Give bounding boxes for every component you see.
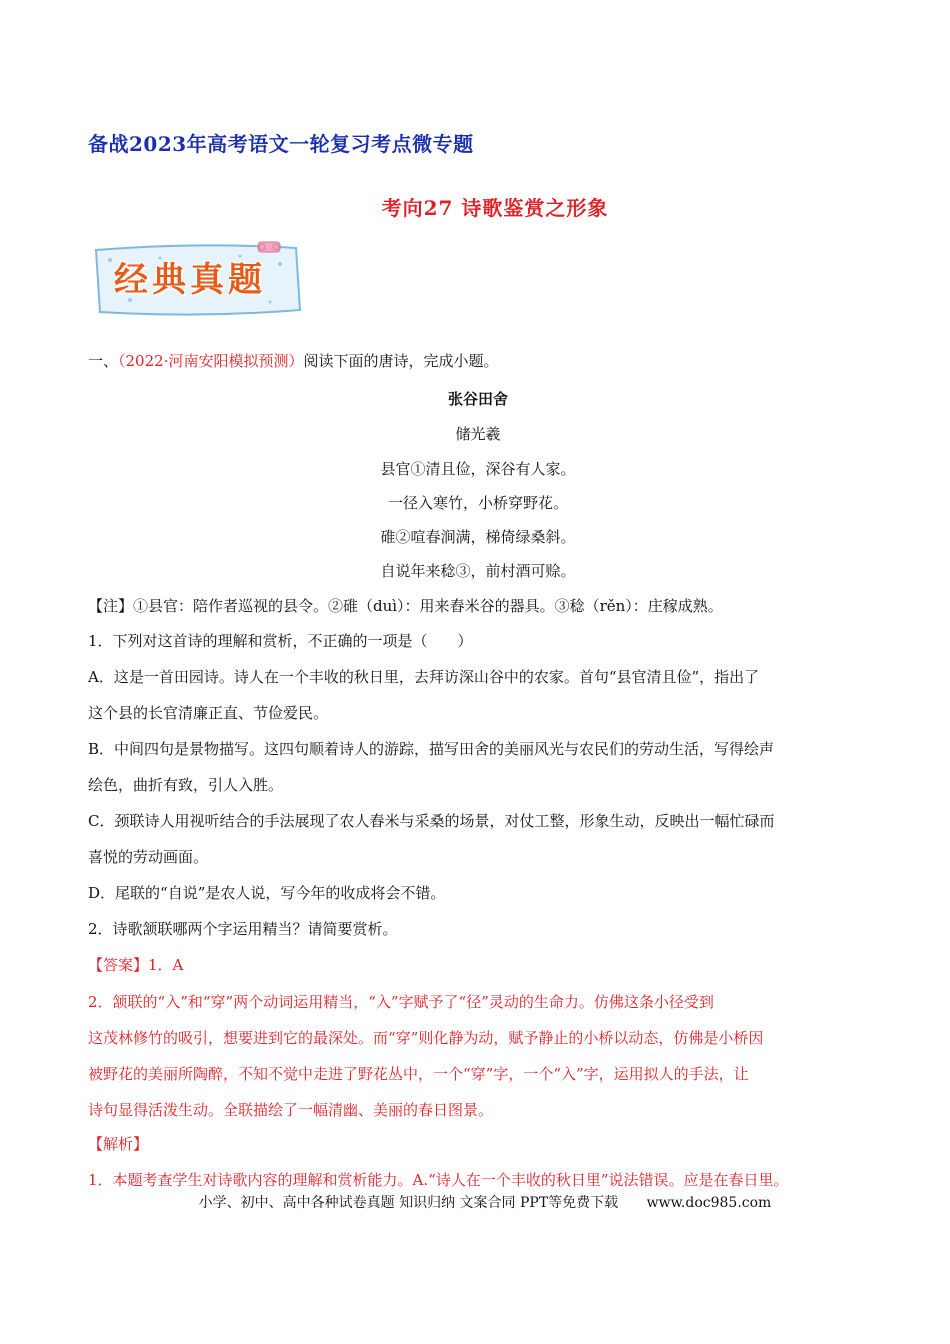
- analysis-label: 【解析】: [88, 1135, 149, 1153]
- poem-notes: 【注】①县官：陪作者巡视的县令。②碓（duì）：用来舂米谷的器具。③稔（rěn）：庄稼成熟。: [88, 597, 723, 615]
- question-instruction: 阅读下面的唐诗，完成小题。: [303, 352, 499, 370]
- page-footer: [0, 1192, 950, 1212]
- poem-line: 碓②喧春涧满，梯倚绿桑斜。: [380, 528, 576, 546]
- option-b: B．中间四句是景物描写。这四句顺着诗人的游踪，描写田舍的美丽风光与农民们的劳动生活，写得绘声: [88, 740, 775, 758]
- question-prefix: 一、: [88, 352, 119, 370]
- answer-label: 【答案】: [88, 956, 149, 974]
- question-source: （2022·河南安阳模拟预测）: [118, 352, 304, 370]
- answer-2-line: 被野花的美丽所陶醉，不知不觉中走进了野花丛中，一个“穿”字，一个“入”字，运用拟人的手法，让: [88, 1065, 749, 1083]
- series-title: 备战2023年高考语文一轮复习考点微专题: [88, 132, 474, 156]
- option-a: A．这是一首田园诗。诗人在一个丰收的秋日里，去拜访深山谷中的农家。首句“县官清且俭”，指出了: [88, 668, 760, 686]
- answer-1: [88, 954, 183, 975]
- topic-title: 考向27 诗歌鉴赏之形象: [381, 196, 609, 220]
- answer-2-line: 这茂林修竹的吸引，想要进到它的最深处。而“穿”则化静为动，赋予静止的小桥以动态，仿佛是小桥因: [88, 1029, 764, 1047]
- banner-label: 经典真题: [114, 260, 266, 300]
- poem-line: 县官①清且俭，深谷有人家。: [380, 460, 576, 478]
- poem-line: 一径入寒竹，小桥穿野花。: [387, 494, 568, 512]
- footer-text: 小学、初中、高中各种试卷真题 知识归纳 文案合同 PPT等免费下载: [198, 1195, 619, 1211]
- footer-url[interactable]: www.doc985.com: [646, 1195, 772, 1211]
- option-b-cont: 绘色，曲折有致，引人入胜。: [88, 776, 284, 794]
- option-d: D．尾联的“自说”是农人说，写今年的收成将会不错。: [88, 884, 446, 902]
- answer-1-value: 1．A: [148, 956, 184, 974]
- section-banner: [90, 240, 308, 320]
- question-1-stem: 1．下列对这首诗的理解和赏析，不正确的一项是（ ）: [88, 632, 473, 650]
- question-intro: [88, 350, 498, 371]
- option-c-cont: 喜悦的劳动画面。: [88, 848, 209, 866]
- option-c: C．颈联诗人用视听结合的手法展现了农人舂米与采桑的场景，对仗工整，形象生动，反映出一幅忙碌而: [88, 812, 775, 830]
- poem-author: 储光羲: [455, 425, 501, 443]
- poem-title: 张谷田舍: [447, 390, 508, 408]
- analysis-line: 1．本题考查学生对诗歌内容的理解和赏析能力。A.“诗人在一个丰收的秋日里”说法错误。应是在春日里。: [88, 1171, 789, 1189]
- answer-2-line: 2．颔联的“入”和“穿”两个动词运用精当，“入”字赋予了“径”灵动的生命力。仿佛这条小径受到: [88, 993, 714, 1011]
- answer-2-line: 诗句显得活泼生动。全联描绘了一幅清幽、美丽的春日图景。: [88, 1101, 494, 1119]
- poem-line: 自说年来稔③，前村酒可赊。: [380, 562, 576, 580]
- question-2-stem: 2．诗歌颔联哪两个字运用精当？请简要赏析。: [88, 920, 398, 938]
- option-a-cont: 这个县的长官清廉正直、节俭爱民。: [88, 704, 329, 722]
